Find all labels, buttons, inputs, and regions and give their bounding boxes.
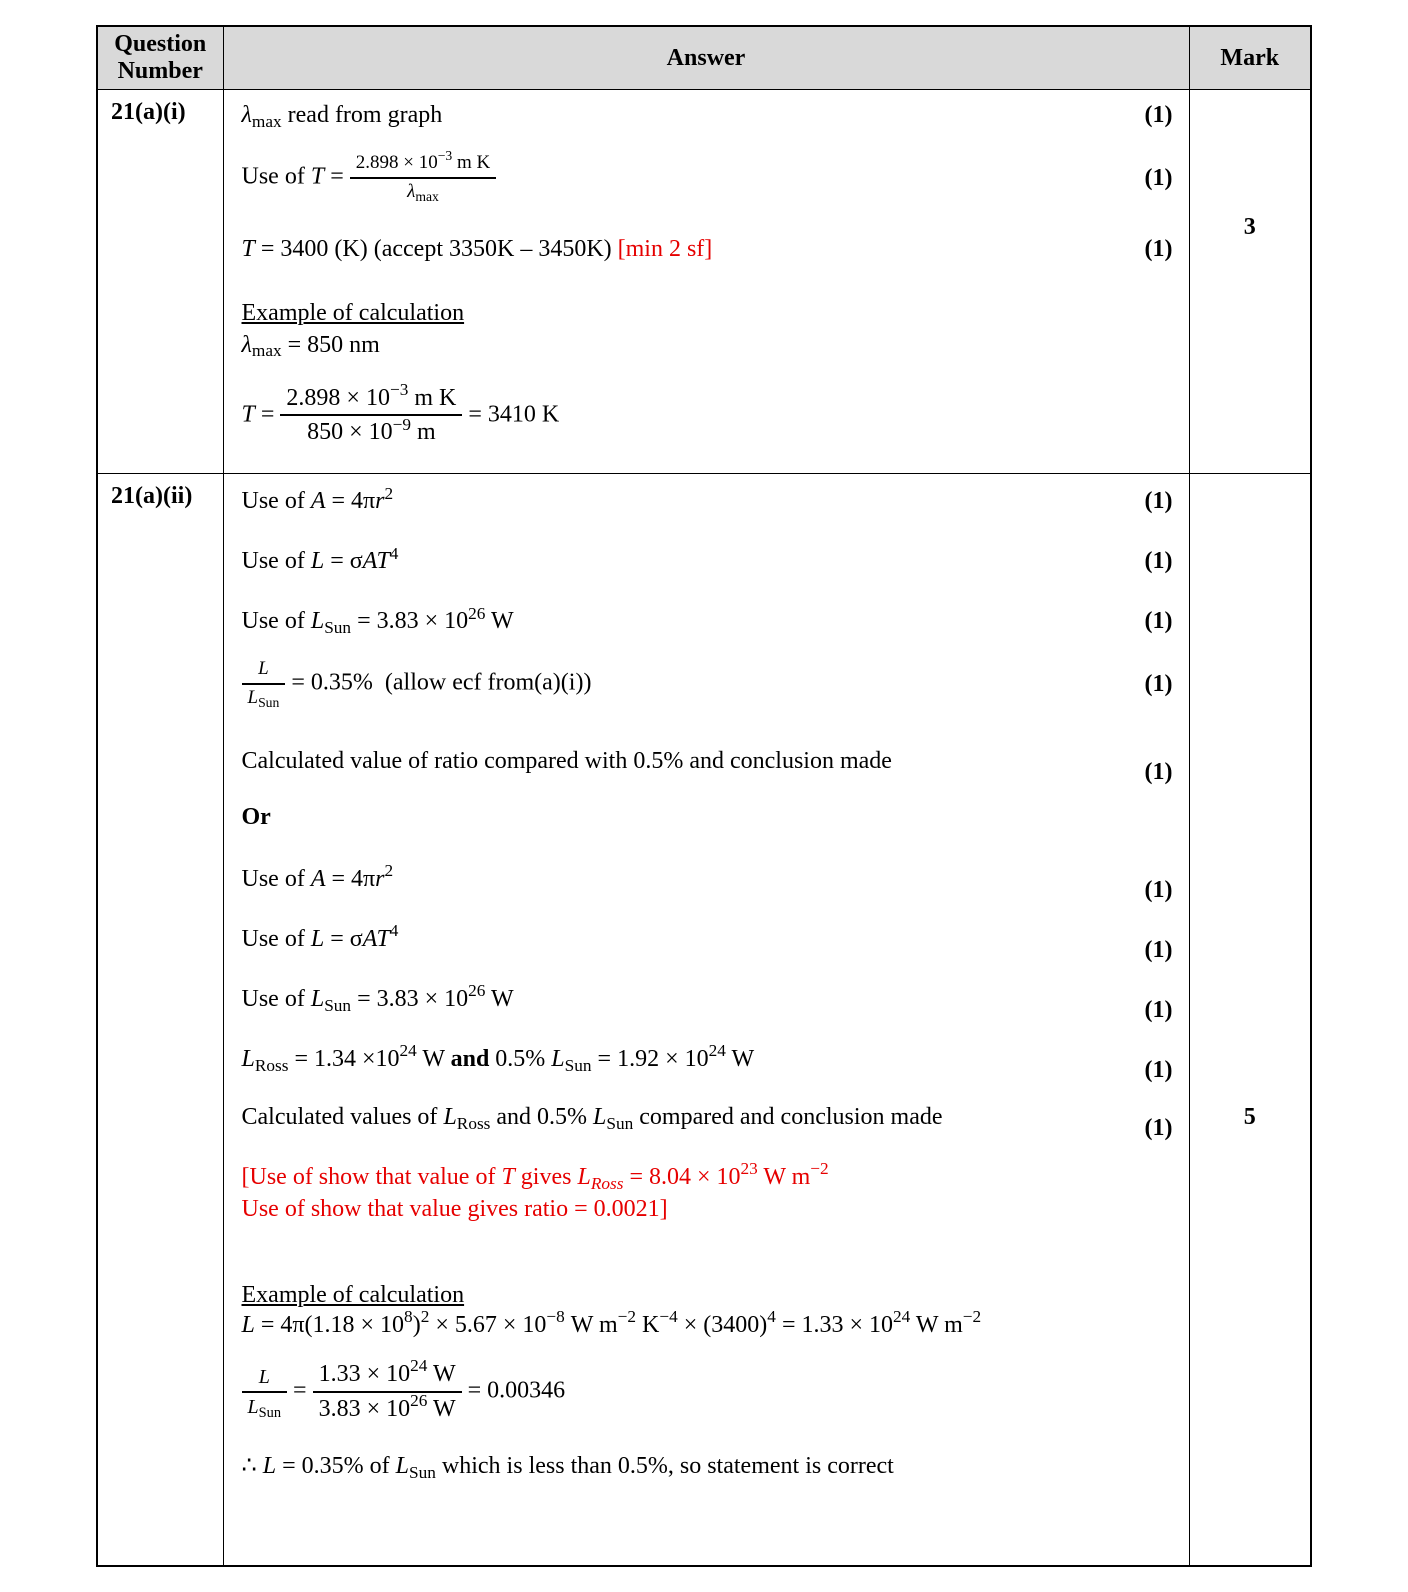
answer-line — [241, 483, 1173, 516]
answer-line — [242, 100, 1173, 130]
mark-point: (1) — [1144, 488, 1173, 515]
mark-point: (1) — [1144, 1056, 1173, 1083]
answer-line — [241, 746, 1173, 785]
answer-line-text: Example of calculation — [241, 1281, 465, 1308]
answer-line-text: T = $\frac{2.898 \times 10^{-3} m K}{850 \times 10^{-9} m}$ = 3410 K — [241, 380, 560, 446]
answer-line — [241, 1102, 1173, 1141]
answer-line — [242, 1280, 1173, 1310]
answer-line — [241, 380, 1173, 448]
answer-line-text: $\lambda_{max} = 850$ nm — [241, 331, 380, 361]
answer-line — [241, 921, 1173, 963]
mark-point: (1) — [1144, 548, 1173, 575]
mark-point: (1) — [1144, 164, 1173, 191]
answer-line — [242, 802, 1173, 832]
mark-total-cell — [1189, 90, 1311, 474]
answer-line-text: Example of calculation — [241, 299, 465, 326]
answer-line-text: $\frac{L}{L_{Sun}}$ = $\frac{1.33 \times 10^{24} W}{3.83 \times 10^{26} W}$ = 0.00346 — [242, 1360, 566, 1424]
answer-line-text: T = 3400 (K) (accept 3350K – 3450K) [min 2 sf] — [241, 235, 713, 262]
answer-line — [242, 1451, 1173, 1481]
answer-line — [242, 330, 1173, 360]
mark-point: (1) — [1144, 102, 1173, 128]
answer-line — [241, 861, 1173, 903]
mark-point: (1) — [1144, 758, 1173, 785]
header-answer: Answer — [223, 26, 1189, 90]
answer-line — [241, 543, 1173, 576]
total-mark: 5 — [1243, 1104, 1256, 1131]
table-header — [97, 26, 1311, 90]
header-question-number: Question Number — [97, 26, 223, 90]
mark-point: (1) — [1144, 996, 1173, 1023]
answer-line — [241, 981, 1173, 1023]
table-body — [97, 90, 1311, 1567]
mark-point: (1) — [1144, 608, 1173, 635]
answer-line-text: $L = 4\pi(1.18 \times 10^8)^2 \times 5.67 \times 10^{-8}$ W $m^{-2}$ $K^{-4} \times (3400)^4 = 1.33 \times 10^{24}$ W $m^{-2}$ — [241, 1307, 982, 1338]
mark-scheme-table — [96, 25, 1312, 1567]
answer-line-text: $\lambda_{max}$ read from graph — [241, 102, 443, 131]
mark-point: (1) — [1144, 1114, 1173, 1141]
answer-line — [241, 603, 1173, 638]
answer-line-text: Use of L = σAT$^4$ — [241, 543, 399, 575]
answer-line — [242, 1194, 1173, 1224]
answer-line — [241, 1307, 1173, 1340]
question-number-cell: 21(a)(i) — [97, 90, 223, 474]
answer-line-text: Use of show that value gives ratio = 0.0021] — [241, 1195, 668, 1222]
question-number-cell: 21(a)(ii) — [97, 474, 223, 1567]
table-row — [97, 474, 1311, 1567]
mark-point: (1) — [1144, 670, 1173, 697]
answer-line — [241, 1041, 1173, 1083]
answer-line — [242, 1356, 1173, 1424]
answer-line-text: [Use of show that value of T gives $L_{Ross} = 8.04 \times 10^{23}$ W $m^{-2}$ — [241, 1159, 829, 1193]
answer-line — [242, 298, 1173, 328]
mark-point: (1) — [1144, 936, 1173, 963]
mark-total-cell — [1189, 474, 1311, 1567]
total-mark: 3 — [1243, 214, 1256, 240]
answer-cell — [223, 90, 1189, 474]
table-row — [97, 90, 1311, 474]
header-mark: Mark — [1189, 26, 1311, 90]
answer-line — [242, 234, 1173, 264]
answer-line-text: Use of $L_{Sun} = 3.83 \times 10^{26}$ W — [241, 603, 514, 638]
answer-line-text: ∴ L = 0.35% of $L_{Sun}$ which is less than 0.5%, so statement is correct — [241, 1453, 894, 1483]
mark-point: (1) — [1144, 235, 1173, 262]
answer-line-text: $L_{Ross} = 1.34 \times 10^{24}$ W and 0.5% $L_{Sun} = 1.92 \times 10^{24}$ W — [241, 1041, 755, 1075]
mark-point: (1) — [1144, 876, 1173, 903]
mark-scheme-sheet — [96, 25, 1312, 1567]
answer-line — [241, 148, 1173, 204]
answer-line-text: Use of $A = 4\pi r^2$ — [241, 483, 394, 515]
answer-line-text: Use of $A = 4\pi r^2$ — [241, 861, 394, 892]
answer-cell — [223, 474, 1189, 1567]
answer-line-text: $\frac{L}{L_{Sun}}$ = 0.35% (allow ecf from(a)(i)) — [242, 658, 592, 710]
header-row — [97, 26, 1311, 90]
answer-line — [241, 1159, 1173, 1193]
answer-line-text: Calculated value of ratio compared with 0.5% and conclusion made — [241, 747, 892, 774]
answer-line-text: Use of L = σAT$^4$ — [241, 921, 399, 952]
answer-line — [242, 658, 1173, 710]
answer-line-text: Use of T = $\frac{2.898 \times 10^{-3} m K}{\lambda_{max}}$ — [242, 152, 497, 204]
answer-line-text: Calculated values of $L_{Ross}$ and 0.5% $L_{Sun}$ compared and conclusion made — [241, 1103, 943, 1133]
answer-line-text: Or — [241, 803, 271, 830]
answer-line-text: Use of $L_{Sun} = 3.83 \times 10^{26}$ W — [241, 981, 514, 1015]
